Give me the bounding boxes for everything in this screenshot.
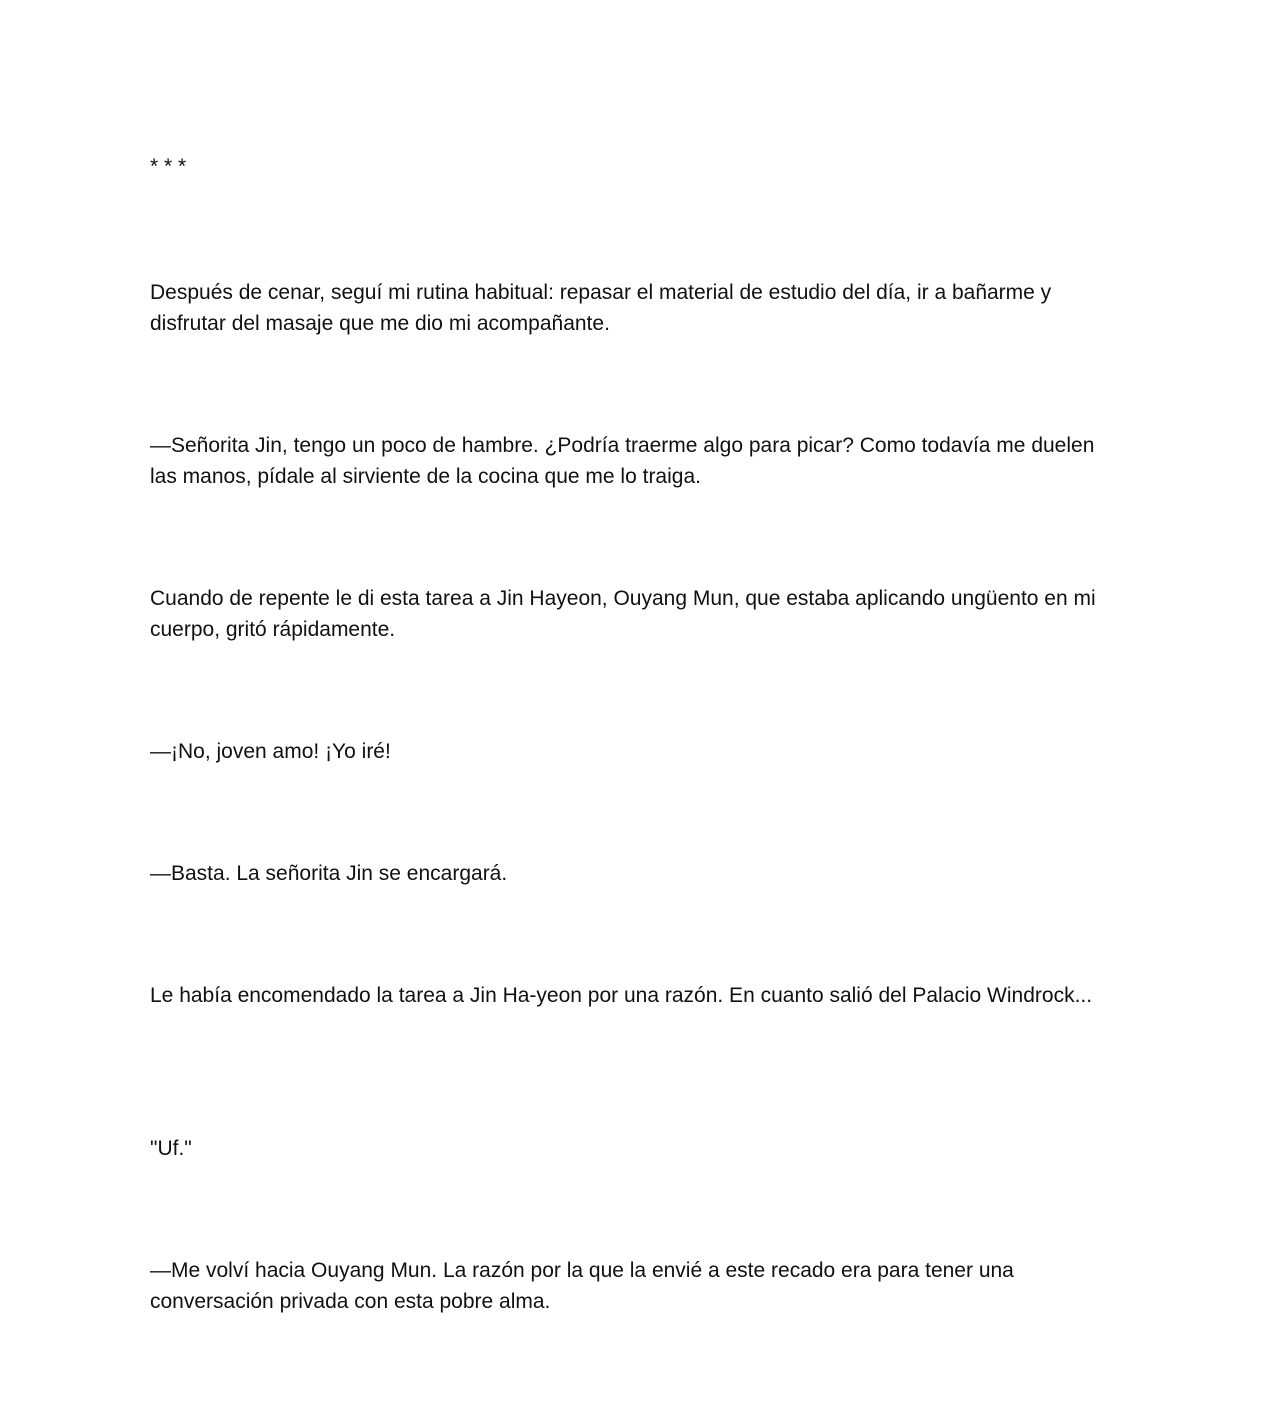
scene-break: * * * xyxy=(150,155,187,178)
paragraph: —Señorita Jin, tengo un poco de hambre. ¿Podría traerme algo para picar? Como todavía me duelen las manos, pídale al sirviente de la cocina que me lo traiga. xyxy=(150,434,1095,488)
paragraph: Después de cenar, seguí mi rutina habitual: repasar el material de estudio del día, ir a bañarme y disfrutar del masaje que me dio mi acompañante. xyxy=(150,281,1052,335)
paragraph: —Me volví hacia Ouyang Mun. La razón por la que la envié a este recado era para tener una conversación privada con esta pobre alma. xyxy=(150,1259,1014,1313)
paragraph: —¡No, joven amo! ¡Yo iré! xyxy=(150,740,391,763)
paragraph: Le había encomendado la tarea a Jin Ha-yeon por una razón. En cuanto salió del Palacio Windrock... xyxy=(150,984,1093,1007)
paragraph: —Basta. La señorita Jin se encargará. xyxy=(150,862,508,885)
paragraph: "Uf." xyxy=(150,1137,192,1160)
paragraph: Cuando de repente le di esta tarea a Jin Hayeon, Ouyang Mun, que estaba aplicando ungüento en mi cuerpo, gritó rápidamente. xyxy=(150,587,1096,641)
